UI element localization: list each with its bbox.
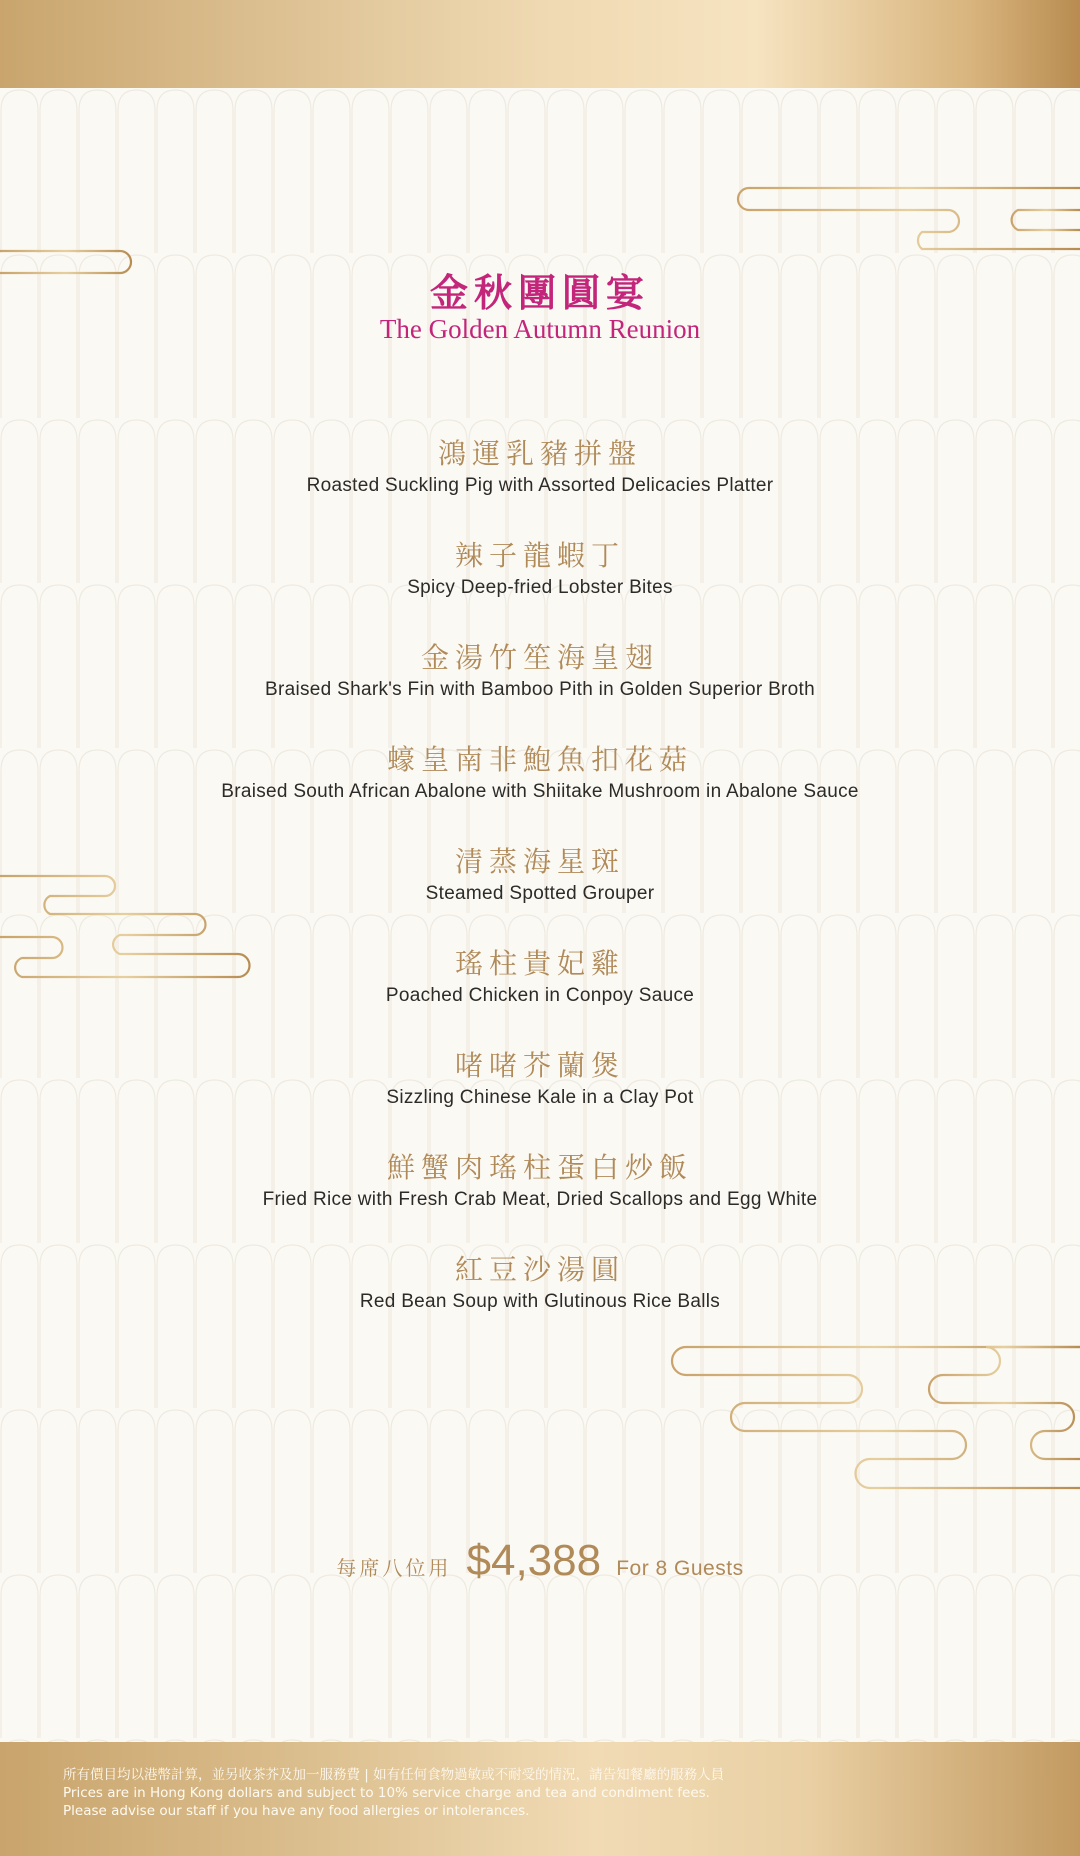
dish-item <box>0 1148 1080 1250</box>
dish-item <box>0 1250 1080 1352</box>
menu-title-chinese: 金秋團圓宴 <box>429 270 650 315</box>
dish-name-english: Poached Chicken in Conpoy Sauce <box>385 985 695 1006</box>
price-line <box>0 1536 1080 1586</box>
price-guests-english: For 8 Guests <box>616 1557 744 1580</box>
dish-name-english: Steamed Spotted Grouper <box>425 883 655 904</box>
menu-title-english: The Golden Autumn Reunion <box>379 314 701 344</box>
dish-name-chinese: 鴻運乳豬拼盤 <box>437 437 642 470</box>
footer-note-prices: Prices are in Hong Kong dollars and subject to 10% service charge and tea and condiment fees. <box>63 1785 710 1801</box>
dish-name-chinese: 鮮蟹肉瑤柱蛋白炒飯 <box>386 1151 693 1184</box>
dish-name-english: Spicy Deep-fried Lobster Bites <box>407 577 673 598</box>
dish-name-chinese: 清蒸海星斑 <box>454 845 625 878</box>
footer-note-chinese: 所有價目均以港幣計算，並另收茶芥及加一服務費 | 如有任何食物過敏或不耐受的情況，請告知餐廳的服務人員 <box>63 1767 725 1783</box>
cloud-ornament-top-right <box>738 188 1080 249</box>
dish-name-chinese: 蠔皇南非鮑魚扣花菇 <box>386 743 693 776</box>
dish-item <box>0 740 1080 842</box>
cloud-ornament-bottom-right <box>672 1347 1080 1488</box>
footer-notes <box>63 1766 1023 1820</box>
dish-item <box>0 944 1080 1046</box>
dish-name-chinese: 啫啫芥蘭煲 <box>454 1049 625 1082</box>
dish-name-chinese: 金湯竹笙海皇翅 <box>420 641 659 674</box>
dish-item <box>0 536 1080 638</box>
dish-item <box>0 1046 1080 1148</box>
dish-name-english: Braised Shark's Fin with Bamboo Pith in Golden Superior Broth <box>265 679 815 700</box>
price-label-chinese: 每席八位用 <box>336 1556 452 1580</box>
dish-name-english: Fried Rice with Fresh Crab Meat, Dried Scallops and Egg White <box>262 1189 818 1210</box>
dish-name-english: Roasted Suckling Pig with Assorted Delicacies Platter <box>306 475 774 496</box>
dish-list <box>0 434 1080 1352</box>
dish-item <box>0 638 1080 740</box>
footer-note-allergies: Please advise our staff if you have any food allergies or intolerances. <box>63 1803 530 1819</box>
dish-name-chinese: 辣子龍蝦丁 <box>454 539 625 572</box>
price-amount: $4,388 <box>466 1536 602 1585</box>
dish-item <box>0 842 1080 944</box>
dish-name-chinese: 瑤柱貴妃雞 <box>454 947 625 980</box>
dish-name-english: Red Bean Soup with Glutinous Rice Balls <box>359 1291 721 1312</box>
dish-name-chinese: 紅豆沙湯圓 <box>454 1253 625 1286</box>
dish-name-english: Braised South African Abalone with Shiitake Mushroom in Abalone Sauce <box>221 781 859 802</box>
dish-name-english: Sizzling Chinese Kale in a Clay Pot <box>386 1087 694 1108</box>
dish-item <box>0 434 1080 536</box>
